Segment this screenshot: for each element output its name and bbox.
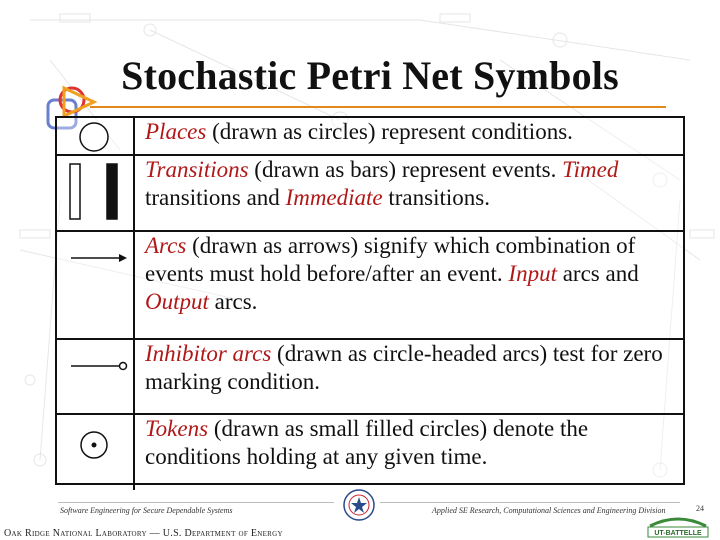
places-description	[135, 118, 683, 156]
highlighted-term: Immediate	[285, 185, 383, 210]
footer-course-title: Software Engineering for Secure Dependable Systems	[60, 506, 233, 515]
description-text: transitions.	[382, 185, 490, 210]
arcs-description	[135, 232, 683, 340]
token-symbol-cell	[57, 415, 135, 490]
highlighted-term: Input	[508, 261, 557, 286]
description-text: transitions and	[145, 185, 286, 210]
footer-rule-right	[380, 502, 680, 503]
arc-arrow-icon	[57, 232, 133, 338]
footer-division: Applied SE Research, Computational Sciences and Engineering Division	[432, 506, 666, 515]
doe-seal-icon	[342, 488, 376, 522]
description-text: arcs.	[208, 289, 258, 314]
description-text: (drawn as arrows) signify which combination of events must hold before/after an event.	[145, 233, 636, 286]
place-symbol-cell	[57, 118, 135, 156]
organization-name: Oak Ridge National Laboratory — U.S. Department of Energy	[4, 528, 283, 539]
description-text: (drawn as bars) represent events.	[248, 157, 563, 182]
transitions-description	[135, 156, 683, 232]
page-title: Stochastic Petri Net Symbols	[121, 53, 619, 98]
description-text: (drawn as circle-headed arcs) test for zero marking condition.	[145, 341, 663, 394]
highlighted-term: Arcs	[145, 233, 187, 258]
place-circle-icon	[57, 118, 133, 154]
title-underline	[90, 106, 666, 108]
tokens-description	[135, 415, 683, 490]
highlighted-term: Places	[145, 119, 207, 144]
highlighted-term: Output	[145, 289, 209, 314]
battelle-logo-text: UT-BATTELLE	[654, 530, 702, 537]
highlighted-term: Timed	[562, 157, 619, 182]
page-number: 24	[696, 504, 704, 513]
description-text: (drawn as circles) represent conditions.	[206, 119, 573, 144]
highlighted-term: Inhibitor arcs	[145, 341, 272, 366]
highlighted-term: Transitions	[145, 157, 249, 182]
arc-symbol-cell	[57, 232, 135, 340]
description-text: (drawn as small filled circles) denote the conditions holding at any given time.	[145, 416, 589, 469]
description-text: arcs and	[556, 261, 639, 286]
token-place-icon	[57, 415, 133, 485]
transition-bars-icon	[57, 156, 133, 230]
transition-symbol-cell	[57, 156, 135, 232]
ut-battelle-logo-icon	[646, 514, 710, 538]
footer-rule-left	[58, 502, 334, 503]
highlighted-term: Tokens	[145, 416, 209, 441]
symbol-table	[55, 116, 685, 485]
inhibitor-symbol-cell	[57, 340, 135, 415]
inhibitor-arc-icon	[57, 340, 133, 413]
inhibitor-description	[135, 340, 683, 415]
